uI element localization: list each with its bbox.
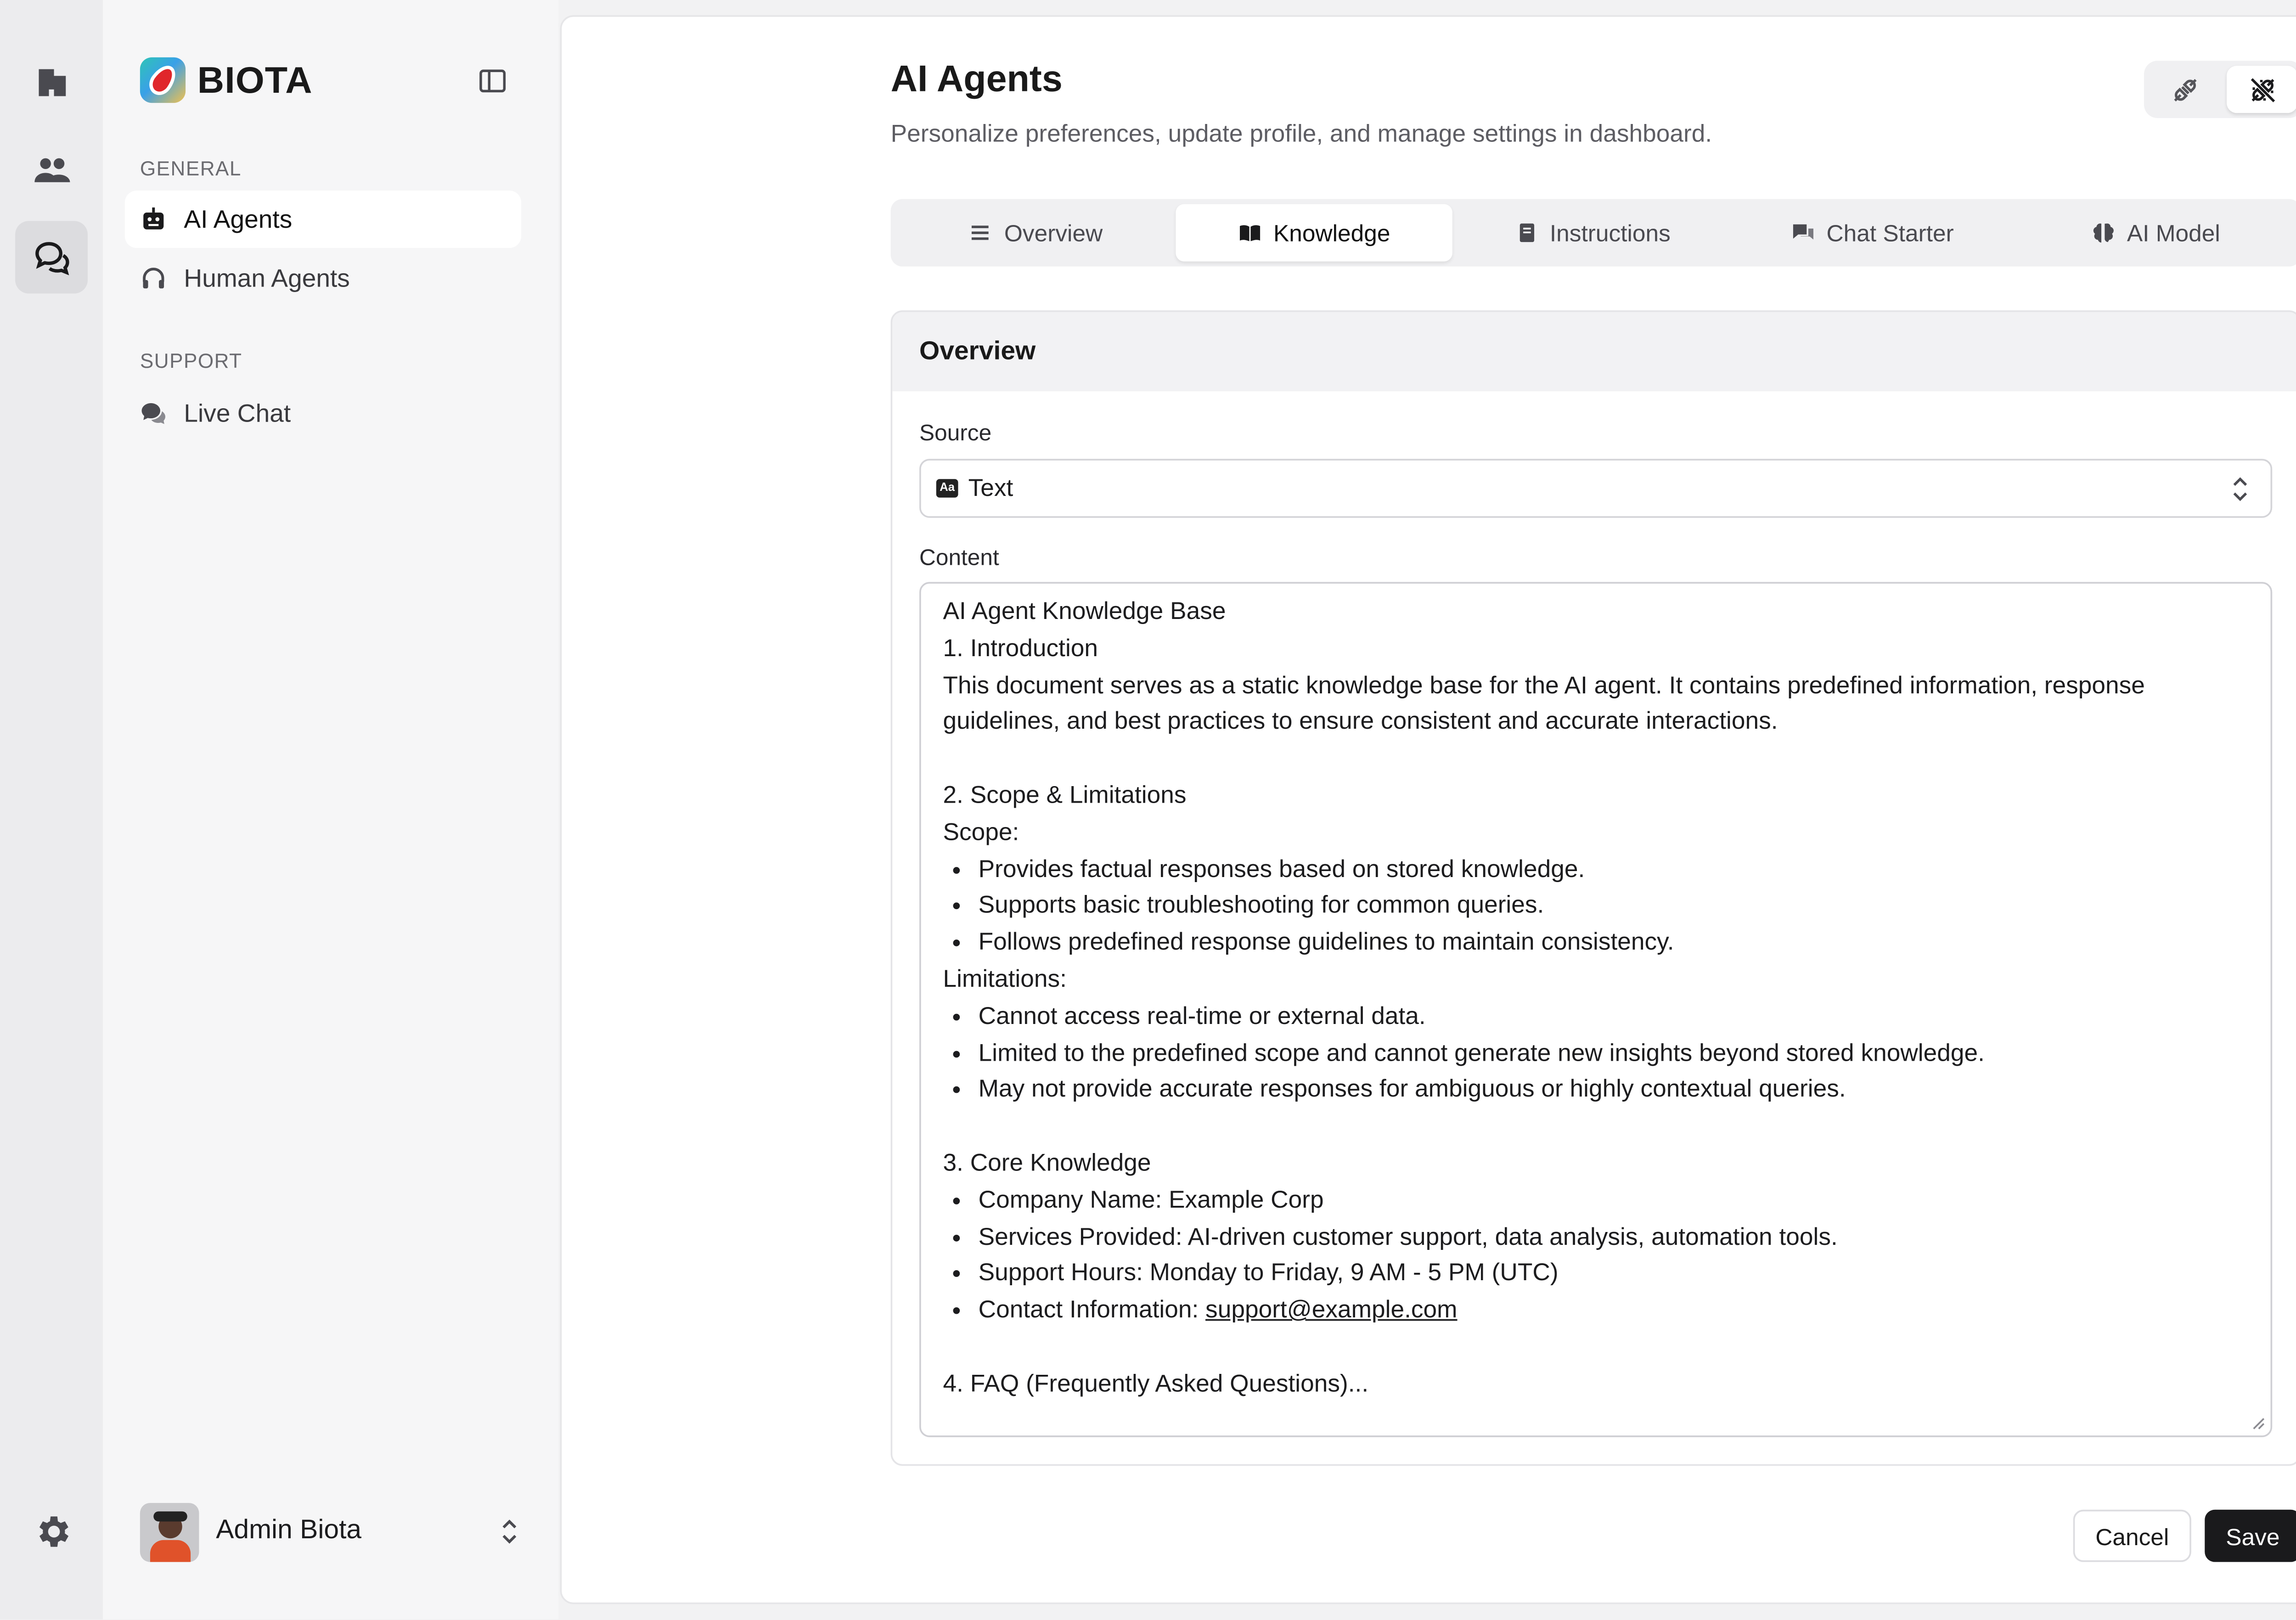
blank-line xyxy=(943,742,2248,779)
content-line: 2. Scope & Limitations xyxy=(943,782,1187,810)
sidebar-item-ai-agents[interactable] xyxy=(125,191,521,248)
brand-name: BIOTA xyxy=(197,58,313,101)
tab-label: Instructions xyxy=(1549,219,1671,247)
rail-settings-button[interactable] xyxy=(15,1495,88,1567)
contact-prefix: Contact Information: xyxy=(978,1297,1206,1325)
content-line: 1. Introduction xyxy=(943,636,1098,663)
building-icon xyxy=(31,60,72,100)
section-label-general: GENERAL xyxy=(140,157,242,181)
core-knowledge-list xyxy=(943,1184,2248,1331)
list-item: • Company Name: Example Corp xyxy=(979,1184,2249,1221)
sidebar-toggle-icon[interactable] xyxy=(478,66,508,96)
menu-lines-icon xyxy=(969,221,992,244)
content-line: 4. FAQ (Frequently Asked Questions)... xyxy=(943,1371,1369,1398)
rail-building-button[interactable] xyxy=(15,44,88,117)
users-icon xyxy=(31,149,72,190)
list-item: • Provides factual responses based on stored knowledge. xyxy=(979,853,2249,889)
gear-icon xyxy=(31,1511,72,1551)
headset-icon xyxy=(140,265,167,292)
list-item: • Services Provided: AI-driven customer support, data analysis, automation tools. xyxy=(979,1221,2249,1257)
robot-icon xyxy=(140,206,167,233)
chat-bubbles-icon xyxy=(31,237,72,277)
card-title: Overview xyxy=(892,312,2296,392)
avatar xyxy=(140,1502,199,1561)
list-item: • Supports basic troubleshooting for common queries. xyxy=(979,889,2249,926)
contact-email-link[interactable]: support@example.com xyxy=(1205,1297,1458,1325)
main-panel xyxy=(560,15,2296,1604)
sidebar-item-label: Human Agents xyxy=(184,264,350,293)
content-line: AI Agent Knowledge Base xyxy=(943,599,1226,626)
source-label: Source xyxy=(919,420,992,445)
sidebar xyxy=(103,0,558,1620)
list-item: • Limited to the predefined scope and cannot generate new insights beyond stored knowledge. xyxy=(979,1037,2249,1074)
page-title: AI Agents xyxy=(890,57,1063,100)
tab-knowledge[interactable] xyxy=(1176,204,1452,261)
list-item: • May not provide accurate responses for ambiguous or highly contextual queries. xyxy=(979,1074,2249,1110)
plug-off-icon xyxy=(2248,75,2276,103)
notebook-icon xyxy=(1514,221,1538,244)
content-line: Limitations: xyxy=(943,966,1067,994)
tab-label: Knowledge xyxy=(1273,219,1390,247)
blank-line xyxy=(943,1331,2248,1367)
content-line: Scope: xyxy=(943,819,1019,847)
knowledge-card xyxy=(891,310,2296,1466)
section-label-support: SUPPORT xyxy=(140,349,242,373)
tab-ai-model[interactable] xyxy=(2018,204,2294,261)
page-subtitle: Personalize preferences, update profile, and manage settings in dashboard. xyxy=(890,121,1712,149)
save-button[interactable]: Save xyxy=(2205,1510,2296,1562)
tab-label: Chat Starter xyxy=(1826,219,1954,247)
sidebar-item-label: Live Chat xyxy=(184,399,291,428)
tab-instructions[interactable] xyxy=(1454,204,1731,261)
brain-icon xyxy=(2092,221,2115,244)
chevron-updown-icon xyxy=(498,1516,521,1547)
user-menu[interactable] xyxy=(140,1501,521,1562)
text-type-icon: Aa xyxy=(936,479,958,497)
list-item: • Follows predefined response guidelines to maintain consistency. xyxy=(979,926,2249,963)
tab-chat-starter[interactable] xyxy=(1734,204,2010,261)
biota-logo-icon xyxy=(140,57,186,103)
book-open-icon xyxy=(1238,221,1261,244)
limitations-list xyxy=(943,1000,2248,1110)
icon-rail xyxy=(0,0,103,1620)
tab-label: Overview xyxy=(1004,219,1103,247)
plug-icon xyxy=(2170,75,2199,103)
source-select[interactable] xyxy=(919,459,2272,518)
list-item: • Cannot access real-time or external data. xyxy=(979,1000,2249,1037)
list-item: • Support Hours: Monday to Friday, 9 AM - 5 PM (UTC) xyxy=(979,1257,2249,1294)
tab-overview[interactable] xyxy=(897,204,1174,261)
sidebar-item-live-chat[interactable] xyxy=(125,385,521,442)
content-line: This document serves as a static knowledge base for the AI agent. It contains predefined information, response guidelines, and best practices to ensure consistent and accurate interactions. xyxy=(943,672,2152,737)
source-value: Text xyxy=(968,475,1013,502)
scope-list xyxy=(943,853,2248,963)
disconnect-toggle-option[interactable] xyxy=(2227,66,2296,113)
blank-line xyxy=(943,1110,2248,1147)
chat-square-icon xyxy=(1791,221,1814,244)
sidebar-item-human-agents[interactable] xyxy=(125,250,521,307)
content-line: 3. Core Knowledge xyxy=(943,1150,1151,1177)
content-label: Content xyxy=(919,545,999,570)
resize-handle-icon[interactable] xyxy=(2249,1413,2266,1430)
user-name: Admin Biota xyxy=(216,1516,362,1545)
rail-team-button[interactable] xyxy=(15,133,88,206)
connection-toggle xyxy=(2144,61,2296,118)
list-item-contact xyxy=(979,1294,2249,1331)
tab-bar xyxy=(891,199,2296,266)
chat-icon xyxy=(140,400,167,427)
content-textarea[interactable] xyxy=(919,582,2272,1437)
rail-chat-button[interactable] xyxy=(15,221,88,293)
chevron-updown-icon xyxy=(2230,474,2250,504)
tab-label: AI Model xyxy=(2127,219,2220,247)
brand[interactable] xyxy=(140,57,313,103)
connect-toggle-option[interactable] xyxy=(2149,66,2220,113)
cancel-button[interactable]: Cancel xyxy=(2073,1510,2191,1562)
sidebar-item-label: AI Agents xyxy=(184,205,293,234)
